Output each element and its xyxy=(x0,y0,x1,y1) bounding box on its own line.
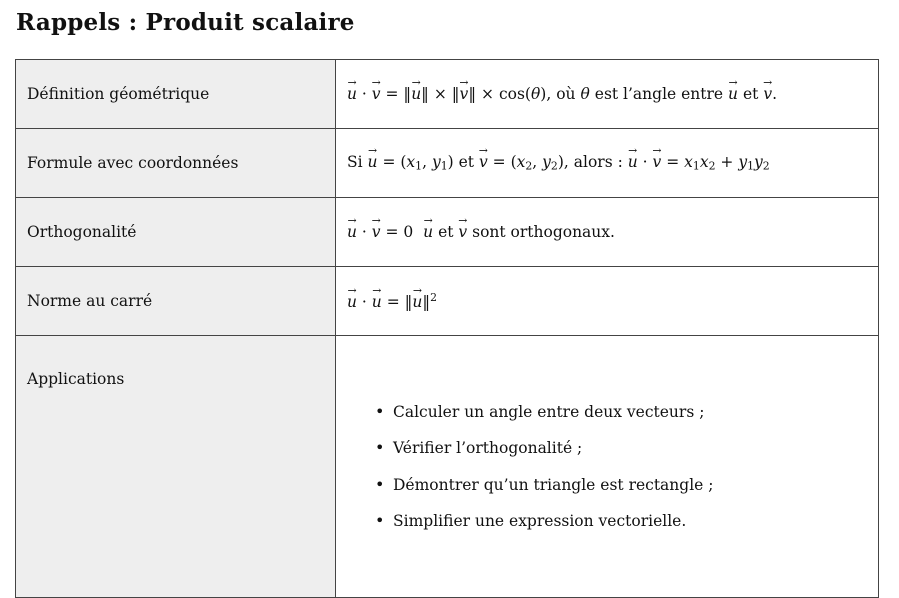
math-symbol: y xyxy=(542,153,551,172)
exponent: 2 xyxy=(430,291,438,305)
math-symbol: x xyxy=(684,153,693,172)
list-item: • Calculer un angle entre deux vecteurs ; xyxy=(393,394,867,431)
recap-table xyxy=(15,59,879,598)
row-content xyxy=(336,198,879,267)
table-row xyxy=(16,60,879,129)
row-label: Norme au carré xyxy=(16,267,336,336)
vector-v: → v xyxy=(372,85,381,103)
vector-u: → u xyxy=(412,293,422,311)
text: et xyxy=(458,153,475,172)
vector-v: → v xyxy=(763,85,772,103)
math-symbol: y xyxy=(738,153,748,172)
vector-u: → u xyxy=(347,85,357,103)
vector-u: → u xyxy=(347,223,357,241)
text: sont orthogonaux. xyxy=(472,223,615,241)
text: où xyxy=(556,85,576,103)
text: Si xyxy=(347,153,363,172)
operator: = xyxy=(666,153,680,172)
text: alors : xyxy=(573,153,623,172)
math-symbol: x xyxy=(516,153,526,172)
vector-u: → u xyxy=(347,293,357,311)
row-content xyxy=(336,336,879,598)
vector-u: → u xyxy=(628,153,638,171)
vector-u: → u xyxy=(423,223,433,241)
operator: × xyxy=(481,85,494,103)
vector-v: → v xyxy=(458,223,467,241)
text: est l’angle entre xyxy=(594,85,724,103)
operator: · xyxy=(361,292,367,311)
math-text: cos( xyxy=(498,85,531,103)
math-text: ) xyxy=(447,153,454,172)
table-row xyxy=(16,198,879,267)
row-label: Formule avec coordonnées xyxy=(16,129,336,198)
operator: · xyxy=(361,85,367,103)
row-content xyxy=(336,129,879,198)
subscript: 2 xyxy=(525,159,533,173)
row-label: Orthogonalité xyxy=(16,198,336,267)
operator: = ( xyxy=(492,153,517,172)
vector-u: → u xyxy=(372,293,382,311)
operator: · xyxy=(642,153,648,172)
list-item: • Démontrer qu’un triangle est rectangle ; xyxy=(393,467,867,504)
math-text: , xyxy=(422,153,427,172)
table-row xyxy=(16,336,879,598)
subscript: 2 xyxy=(550,159,558,173)
page-title: Rappels : Produit scalaire xyxy=(16,9,355,36)
math-text: ), xyxy=(557,153,569,172)
operator: = xyxy=(385,85,399,103)
applications-list xyxy=(347,394,867,540)
operator: = 0 xyxy=(385,223,414,241)
subscript: 2 xyxy=(762,159,770,173)
table-row xyxy=(16,129,879,198)
row-label: Applications xyxy=(16,336,336,598)
subscript: 1 xyxy=(415,159,423,173)
operator: = xyxy=(386,292,400,311)
vector-v: → v xyxy=(372,223,381,241)
math-text: , xyxy=(532,153,538,172)
text: . xyxy=(772,85,778,103)
row-content: → u · → u = ‖→ u‖$^2$ xyxy=(336,267,879,336)
math-symbol: y xyxy=(431,153,441,172)
text: et xyxy=(742,85,759,103)
operator: · xyxy=(361,223,367,241)
list-item: • Vérifier l’orthogonalité ; xyxy=(393,430,867,467)
subscript: 1 xyxy=(747,159,755,173)
row-label: Définition géométrique xyxy=(16,60,336,129)
operator: × xyxy=(433,85,447,103)
operator: = ( xyxy=(382,153,407,172)
math-text: ), xyxy=(540,85,552,103)
operator: + xyxy=(720,153,734,172)
vector-v: → v xyxy=(479,153,488,171)
row-content: → u · → v = ‖→ u‖ × ‖→ v‖ × cos(θ), où θ est l’angle entre → u et → v. xyxy=(336,60,879,129)
list-item: • Simplifier une expression vectorielle. xyxy=(393,503,867,540)
vector-v: → v xyxy=(653,153,662,171)
vector-v: → v xyxy=(460,85,469,103)
math-symbol: θ xyxy=(530,85,541,103)
table-row xyxy=(16,267,879,336)
subscript: 1 xyxy=(692,159,700,173)
vector-u: → u xyxy=(411,85,421,103)
math-symbol: x xyxy=(406,153,416,172)
math-symbol: x xyxy=(699,153,709,172)
math-symbol: θ xyxy=(580,85,590,103)
vector-u: → u xyxy=(728,85,738,103)
vector-u: → u xyxy=(368,153,378,171)
subscript: 1 xyxy=(440,159,448,173)
text: et xyxy=(438,223,454,241)
subscript: 2 xyxy=(708,159,716,173)
math-symbol: y xyxy=(754,153,763,172)
